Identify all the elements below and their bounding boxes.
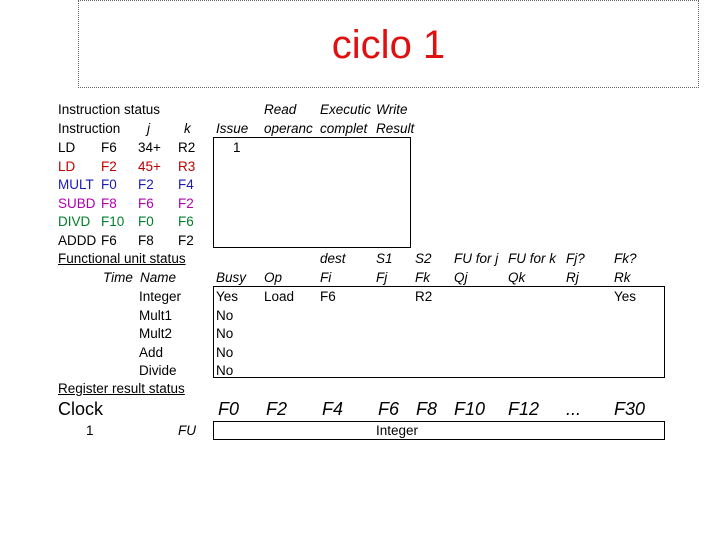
instr-dest: F2 <box>101 158 117 174</box>
instr-dest: F0 <box>101 177 117 192</box>
instr-k: R2 <box>178 140 196 155</box>
header-rj: Rj <box>566 270 579 285</box>
register-result-status-label: Register result status <box>58 381 185 396</box>
instr-op: SUBD <box>58 195 96 211</box>
header-qj: Qj <box>454 270 468 285</box>
instr-dest: F6 <box>101 232 117 248</box>
instr-dest: F10 <box>101 214 125 229</box>
instr-k: F4 <box>178 177 194 192</box>
header-exec-complete: complet <box>320 121 368 136</box>
register-header: F2 <box>266 399 288 419</box>
instr-j: F0 <box>138 214 154 229</box>
header-write: Write <box>376 102 408 117</box>
fu-name: Add <box>139 344 164 360</box>
fu-name: Divide <box>139 363 177 378</box>
instr-j: F2 <box>138 177 154 192</box>
instr-j: F8 <box>138 232 154 248</box>
clock-label: Clock <box>58 399 104 419</box>
header-s1: S1 <box>376 251 393 266</box>
register-header: F4 <box>322 399 344 419</box>
register-header: F6 <box>378 399 400 419</box>
fu-name: Integer <box>139 289 182 304</box>
instr-op: MULT <box>58 177 94 192</box>
header-read: Read <box>264 102 297 117</box>
instruction-status-grid <box>213 137 411 248</box>
register-header: F10 <box>454 399 486 419</box>
register-header: ... <box>566 399 582 419</box>
instr-op: ADDD <box>58 232 97 248</box>
fu-op: Load <box>264 289 295 304</box>
fu-name: Mult1 <box>139 307 173 323</box>
header-time: Time <box>103 270 133 285</box>
instr-j: 34+ <box>138 140 161 155</box>
instruction-status-label: Instruction status <box>58 102 161 117</box>
header-write-result: Result <box>376 121 415 136</box>
instr-k: F2 <box>178 232 194 248</box>
title-box <box>78 0 699 88</box>
fu-busy: No <box>216 326 234 341</box>
functional-unit-status-label: Functional unit status <box>58 251 186 266</box>
header-issue: Issue <box>216 121 249 136</box>
header-read-operands: operanc <box>264 121 313 136</box>
fu-rk: Yes <box>614 289 637 304</box>
header-busy: Busy <box>216 270 247 285</box>
instr-k: F2 <box>178 195 194 211</box>
instr-op: LD <box>58 140 76 155</box>
register-header: F8 <box>416 399 438 419</box>
header-fu-k: FU for k <box>508 251 557 266</box>
header-qk: Qk <box>508 270 526 285</box>
header-dest: dest <box>320 251 346 266</box>
register-result-row <box>213 421 665 440</box>
header-fi: Fi <box>320 270 332 285</box>
fu-busy: No <box>216 344 234 360</box>
register-header: F30 <box>614 399 646 419</box>
register-header: F0 <box>218 399 240 419</box>
header-execute: Executic <box>320 102 372 117</box>
header-fu-j: FU for j <box>454 251 499 266</box>
header-fk: Fk <box>415 270 430 285</box>
header-instruction: Instruction <box>58 121 121 136</box>
header-rk: Rk <box>614 270 631 285</box>
header-j: j <box>147 121 150 136</box>
fu-fi: F6 <box>320 289 336 304</box>
slide-title: ciclo 1 <box>331 23 446 67</box>
instr-k: F6 <box>178 214 194 229</box>
fu-name: Mult2 <box>139 326 173 341</box>
register-header: F12 <box>508 399 540 419</box>
fu-busy: Yes <box>216 289 239 304</box>
header-name: Name <box>140 270 177 285</box>
header-fj-ready: Fj? <box>566 251 585 266</box>
header-s2: S2 <box>415 251 432 266</box>
header-op: Op <box>264 270 283 285</box>
header-fk-ready: Fk? <box>614 251 637 266</box>
instr-dest: F6 <box>101 140 117 155</box>
instr-op: LD <box>58 158 76 174</box>
instr-j: 45+ <box>138 158 161 174</box>
fu-busy: No <box>216 307 234 323</box>
instr-dest: F8 <box>101 195 117 211</box>
fu-label: FU <box>178 423 196 438</box>
instr-k: R3 <box>178 158 196 174</box>
instr-j: F6 <box>138 195 154 211</box>
fu-fk: R2 <box>415 289 433 304</box>
instr-issue-cycle: 1 <box>233 140 241 155</box>
header-fj: Fj <box>376 270 388 285</box>
clock-value: 1 <box>86 423 94 438</box>
header-k: k <box>184 121 191 136</box>
fu-busy: No <box>216 363 234 378</box>
instr-op: DIVD <box>58 214 91 229</box>
register-f6-value: Integer <box>376 423 419 438</box>
